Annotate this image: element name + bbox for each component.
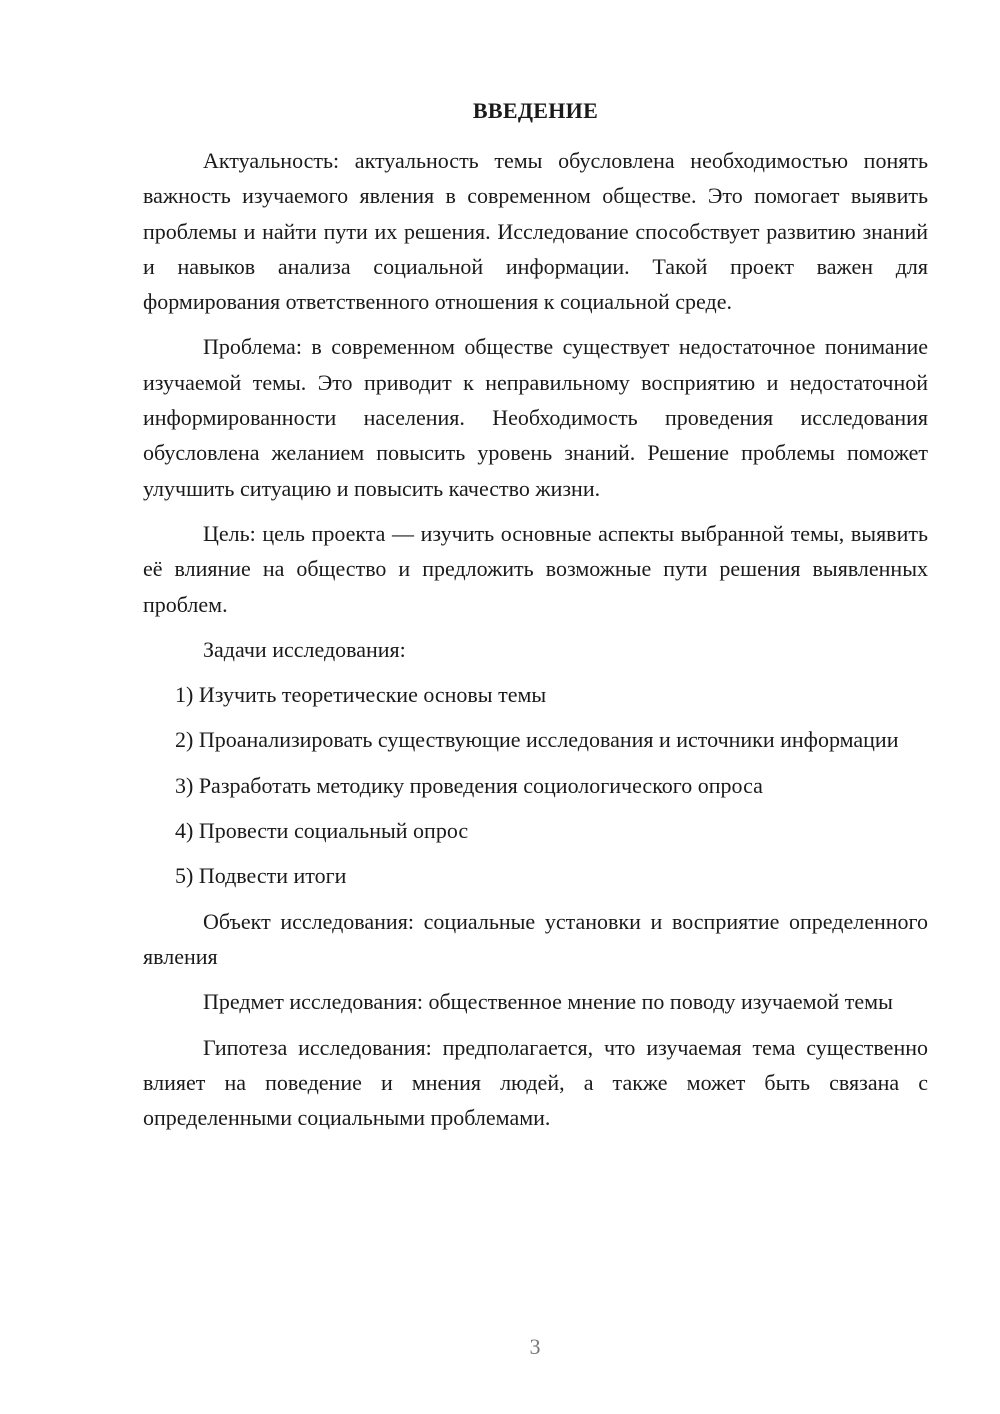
task-item-1: 1) Изучить теоретические основы темы bbox=[175, 682, 547, 708]
task-item-3: 3) Разработать методику проведения социологического опроса bbox=[175, 772, 763, 798]
relevance-paragraph: Актуальность: актуальность темы обусловлена необходимостью понять важность изучаемого явления в современном обществе. Это помогает выявить проблемы и найти пути их решения. Исследование способствует развитию знаний и навыков анализа социальной информации. Такой проект важен для формирования ответственного отношения к социальной среде. bbox=[143, 148, 928, 315]
subject-paragraph: Предмет исследования: общественное мнение по поводу изучаемой темы bbox=[203, 989, 893, 1015]
task-item-2: 2) Проанализировать существующие исследования и источники информации bbox=[175, 727, 899, 753]
page-title: ВВЕДЕНИЕ bbox=[472, 98, 599, 123]
document-page bbox=[143, 96, 928, 1135]
hypothesis-paragraph: Гипотеза исследования: предполагается, что изучаемая тема существенно влияет на поведение и мнения людей, а также может быть связана с определенными социальными проблемами. bbox=[143, 1034, 928, 1131]
task-item-4: 4) Провести социальный опрос bbox=[175, 818, 469, 844]
problem-paragraph: Проблема: в современном обществе существует недостаточное понимание изучаемой темы. Это приводит к неправильному восприятию и недостаточной информированности населения. Необходимость проведения исследования обусловлена желанием повысить уровень знаний. Решение проблемы поможет улучшить ситуацию и повысить качество жизни. bbox=[143, 334, 928, 501]
goal-paragraph: Цель: цель проекта — изучить основные аспекты выбранной темы, выявить её влияние на общество и предложить возможные пути решения выявленных проблем. bbox=[143, 520, 928, 617]
page-number: 3 bbox=[529, 1334, 541, 1359]
tasks-heading: Задачи исследования: bbox=[203, 636, 406, 662]
object-paragraph: Объект исследования: социальные установки и восприятие определенного явления bbox=[143, 908, 928, 969]
task-item-5: 5) Подвести итоги bbox=[175, 863, 347, 889]
